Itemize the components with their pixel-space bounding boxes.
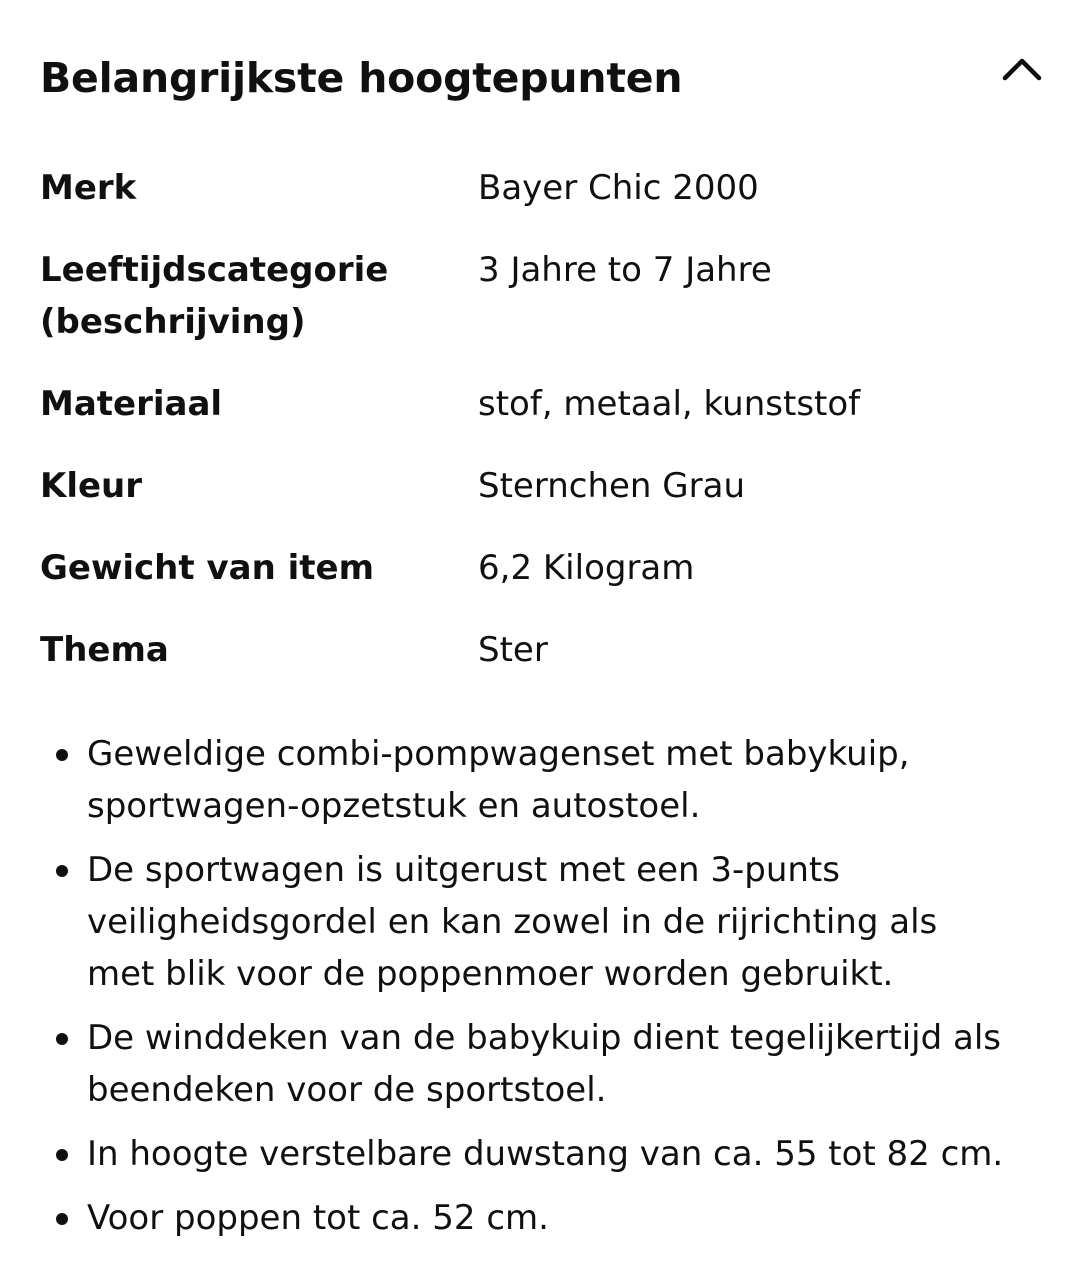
attribute-label [40,162,478,244]
attribute-row [40,542,1040,624]
feature-bullet-line: Voor poppen tot ca. 52 cm. [87,1198,549,1238]
section-header[interactable] [40,0,1040,150]
bullet-dot-icon [56,749,68,761]
attribute-value: 3 Jahre to 7 Jahre [478,250,772,290]
attribute-value: stof, metaal, kunststof [478,384,861,424]
feature-bullet-line: veiligheidsgordel en kan zowel in de rijrichting als [87,902,938,942]
attribute-value: Bayer Chic 2000 [478,168,759,208]
attribute-row [40,378,1040,460]
attribute-row [40,460,1040,542]
attribute-row [40,244,1040,378]
feature-bullet [40,1128,1045,1180]
attribute-label [40,460,478,542]
feature-bullet-list [40,728,1045,1256]
feature-bullet-line: In hoogte verstelbare duwstang van ca. 55 tot 82 cm. [87,1134,1004,1174]
attribute-label [40,624,478,706]
feature-bullet-line: De winddeken van de babykuip dient tegelijkertijd als [87,1018,1002,1058]
attribute-row [40,624,1040,706]
bullet-dot-icon [56,1213,68,1225]
attribute-label-line: Gewicht van item [40,548,375,588]
attribute-label-line: Leeftijdscategorie [40,250,389,290]
attribute-label [40,244,478,378]
feature-bullet [40,1012,1045,1116]
feature-bullet-line: met blik voor de poppenmoer worden gebruikt. [87,954,894,994]
feature-bullet-line: beendeken voor de sportstoel. [87,1070,607,1110]
attribute-value: Sternchen Grau [478,466,745,506]
chevron-up-icon [998,50,1046,90]
attributes-table [40,162,1040,706]
attribute-label-line: (beschrijving) [40,302,306,342]
attribute-value: Ster [478,630,548,670]
attribute-label-line: Merk [40,168,137,208]
feature-bullet [40,728,1045,832]
feature-bullet [40,1192,1045,1244]
attribute-label-line: Thema [40,630,169,670]
attribute-label-line: Materiaal [40,384,223,424]
feature-bullet-line: De sportwagen is uitgerust met een 3-punts [87,850,840,890]
bullet-dot-icon [56,1033,68,1045]
attribute-label [40,378,478,460]
attribute-row [40,162,1040,244]
attribute-value: 6,2 Kilogram [478,548,695,588]
bullet-dot-icon [56,865,68,877]
attribute-label-line: Kleur [40,466,143,506]
feature-bullet [40,844,1045,1000]
section-title: Belangrijkste hoogtepunten [40,54,683,102]
bullet-dot-icon [56,1149,68,1161]
feature-bullet-line: sportwagen-opzetstuk en autostoel. [87,786,701,826]
highlights-section [40,0,1040,1238]
collapse-toggle-button[interactable] [998,50,1046,90]
feature-bullet-line: Geweldige combi-pompwagenset met babykuip, [87,734,910,774]
attribute-label [40,542,478,624]
